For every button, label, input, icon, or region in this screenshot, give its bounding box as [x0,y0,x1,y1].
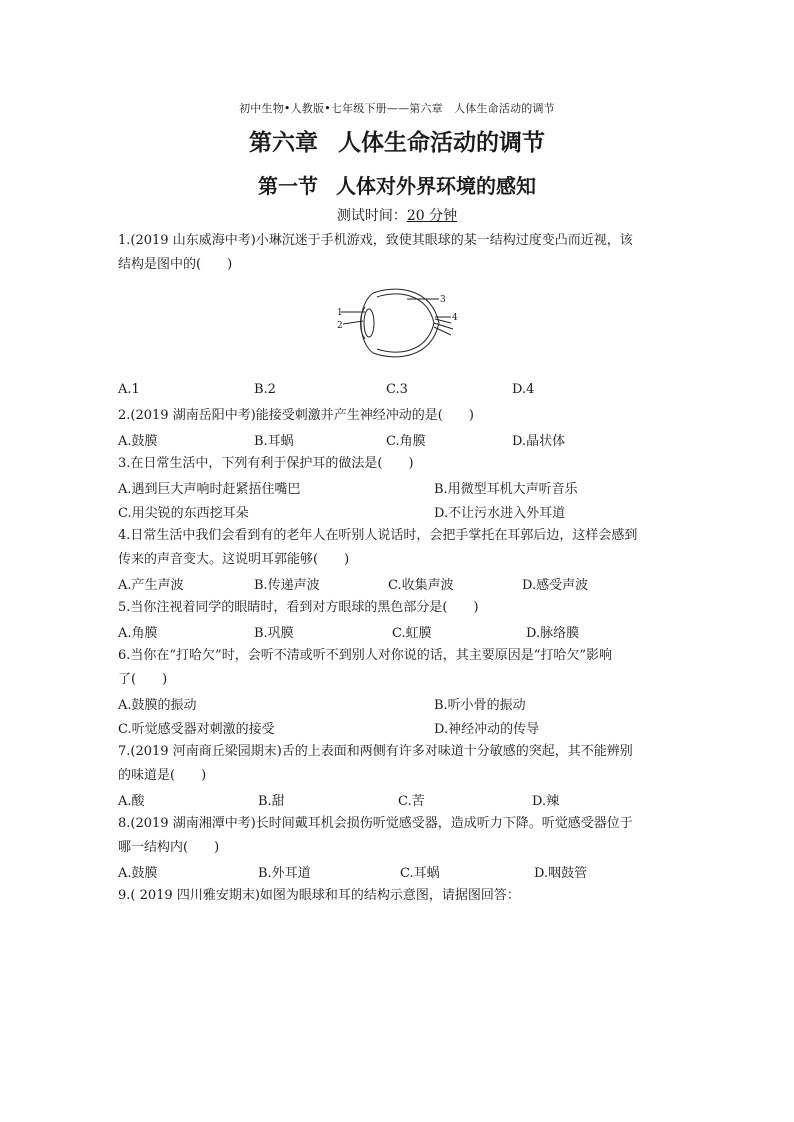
option-c: C.苦 [398,794,425,809]
question-9-stem: 9.( 2019 四川雅安期末)如图为眼球和耳的结构示意图，请据图回答： [118,888,520,903]
option-d: D.4 [512,382,535,397]
option-b: B.外耳道 [258,866,311,881]
eyeball-diagram [335,283,465,363]
option-d: D.脉络膜 [526,626,580,641]
question-8-line-2: 哪一结构内( ) [118,840,220,855]
chapter-title [0,124,794,157]
question-2-stem: 2.(2019 湖南岳阳中考)能接受刺激并产生神经冲动的是( ) [118,408,474,423]
figure-label-2: 2 [337,321,343,331]
option-c: C.耳蜗 [400,866,440,881]
question-6-line-1: 6.当你在“打哈欠”时，会听不清或听不到别人对你说的话，其主要原因是“打哈欠”影响 [118,648,612,663]
question-3-stem: 3.在日常生活中，下列有利于保护耳的做法是( ) [118,456,414,471]
option-d: D.晶状体 [512,434,566,449]
option-c: C.3 [386,382,408,397]
option-c: C.用尖锐的东西挖耳朵 [118,506,249,521]
section-title [0,170,794,199]
option-a: A.产生声波 [118,578,184,593]
question-4-line-2: 传来的声音变大。这说明耳郭能够( ) [118,552,350,567]
option-a: A.鼓膜 [118,866,158,881]
question-7-options [118,790,678,812]
section-label: 第一节 [258,174,318,198]
question-1-line-2: 结构是图中的( ) [118,257,233,272]
chapter-label: 第六章 [249,129,318,156]
question-5-options [118,622,678,644]
running-header: 初中生物•人教版•七年级下册——第六章 人体生命活动的调节 [239,102,555,115]
question-8-stem [118,812,678,860]
option-b: B.听小骨的振动 [434,698,526,713]
test-time-label: 测试时间： [336,208,407,224]
question-3-options-row-2 [118,502,678,524]
figure-label-4: 4 [452,313,458,323]
section-name: 人体对外界环境的感知 [336,174,536,198]
option-d: D.神经冲动的传导 [434,722,540,737]
option-c: C.角膜 [386,434,426,449]
option-d: D.辣 [532,794,560,809]
question-5-stem: 5.当你注视着同学的眼睛时，看到对方眼球的黑色部分是( ) [118,600,479,615]
figure-label-1: 1 [337,308,343,318]
question-4-line-1: 4.日常生活中我们会看到有的老年人在听别人说话时，会把手掌托在耳郭后边，这样会感到 [118,528,638,543]
option-c: C.听觉感受器对刺激的接受 [118,722,275,737]
option-a: A.鼓膜 [118,434,158,449]
question-1-stem [118,229,678,277]
question-6-options-row-2 [118,718,678,740]
option-b: B.用微型耳机大声听音乐 [434,482,578,497]
option-b: B.2 [254,382,276,397]
option-c: C.收集声波 [388,578,454,593]
option-a: A.遇到巨大声响时赶紧捂住嘴巴 [118,482,301,497]
question-2-options [118,430,678,452]
question-3-options-row-1 [118,478,678,500]
option-d: D.咽鼓管 [534,866,588,881]
chapter-name: 人体生命活动的调节 [338,129,545,156]
question-6-options-row-1 [118,694,678,716]
question-8-line-1: 8.(2019 湖南湘潭中考)长时间戴耳机会损伤听觉感受器，造成听力下降。听觉感受器位于 [118,816,633,831]
option-c: C.虹膜 [392,626,432,641]
question-1-options [118,382,678,404]
option-a: A.鼓膜的振动 [118,698,197,713]
option-b: B.甜 [258,794,285,809]
question-6-stem [118,644,678,692]
option-b: B.耳蜗 [254,434,294,449]
option-a: A.1 [118,382,140,397]
test-time-value: 20 分钟 [406,208,458,224]
option-a: A.酸 [118,794,145,809]
question-6-line-2: 了( ) [118,672,168,687]
question-1-line-1: 1.(2019 山东威海中考)小琳沉迷于手机游戏，致使其眼球的某一结构过度变凸而近视，该 [118,233,633,248]
question-4-stem [118,524,678,572]
question-7-stem [118,740,678,788]
option-d: D.不让污水进入外耳道 [434,506,566,521]
question-4-options [118,574,678,596]
question-7-line-2: 的味道是( ) [118,768,207,783]
option-d: D.感受声波 [522,578,589,593]
question-8-options [118,862,678,884]
question-7-line-1: 7.(2019 河南商丘梁园期末)舌的上表面和两侧有许多对味道十分敏感的突起，其不能辨别 [118,744,633,759]
option-b: B.传递声波 [254,578,320,593]
figure-label-3: 3 [440,295,446,305]
test-time [0,205,794,225]
option-a: A.角膜 [118,626,158,641]
option-b: B.巩膜 [254,626,294,641]
